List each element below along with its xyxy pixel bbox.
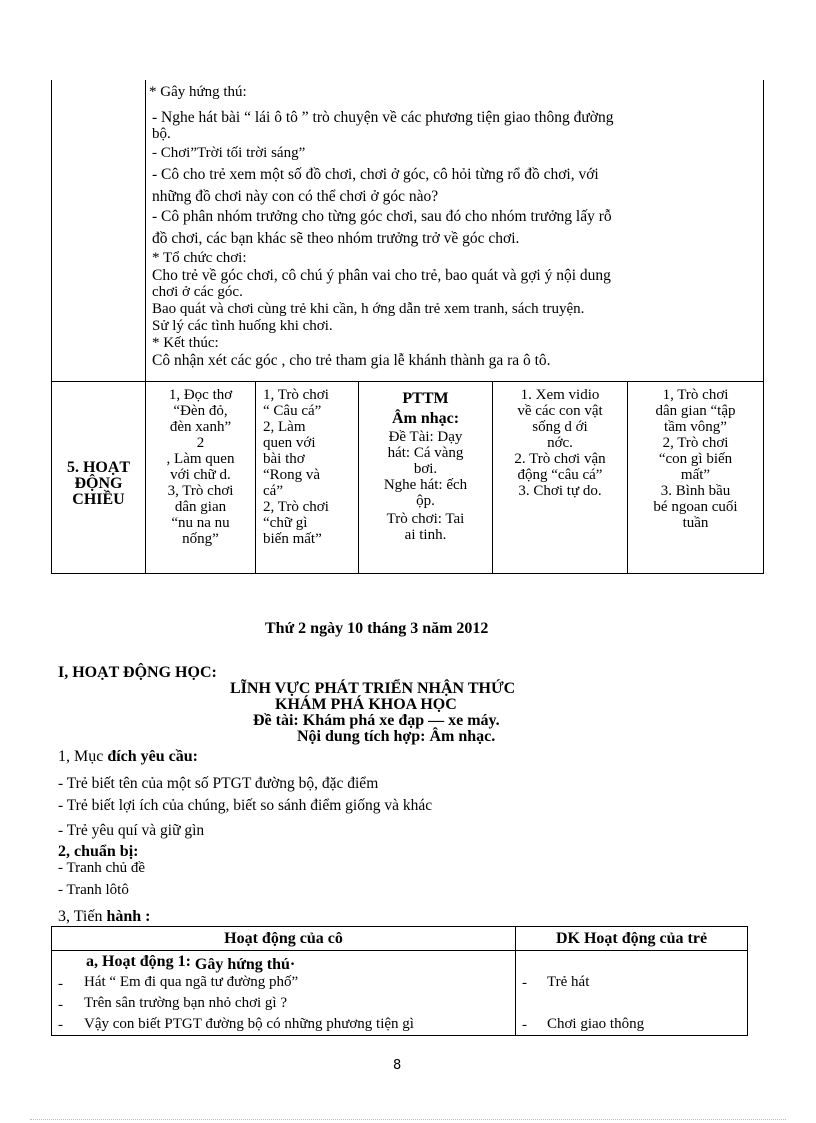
teacher-line: Hát “ Em đi qua ngã tư đường phố” xyxy=(84,974,299,990)
teacher-bullet: - xyxy=(58,976,63,992)
prep-item: - Tranh chủ đề xyxy=(58,860,146,876)
intro-line: Bao quát và chơi cùng trẻ khi cần, h ớng dẫn trẻ xem tranh, sách truyện. xyxy=(152,301,585,317)
child-bullet: - xyxy=(522,975,527,991)
page-bottom-divider xyxy=(30,1119,786,1120)
intro-line: Cho trẻ về góc chơi, cô chú ý phân vai cho trẻ, bao quát và gợi ý nội dung xyxy=(152,267,611,284)
intro-line: - Cô phân nhóm trưởng cho từng góc chơi, sau đó cho nhóm trưởng lấy rỗ xyxy=(152,208,612,225)
intro-line: bộ. xyxy=(152,126,171,142)
teacher-line: Vậy con biết PTGT đường bộ có những phương tiện gì xyxy=(84,1016,414,1032)
goal-item: - Trẻ biết lợi ích của chúng, biết so sánh điểm giống và khác xyxy=(58,797,433,814)
subject-title: KHÁM PHÁ KHOA HỌC xyxy=(275,696,457,713)
goal-item: - Trẻ yêu quí và giữ gìn xyxy=(58,822,205,839)
intro-line: - Chơi”Trời tối trời sáng” xyxy=(152,145,306,161)
goal-item: - Trẻ biết tên của một số PTGT đường bộ, đặc điểm xyxy=(58,775,379,792)
intro-line: - Nghe hát bài “ lái ô tô ” trò chuyện về các phương tiện giao thông đường xyxy=(152,109,614,126)
teacher-line: Trên sân trường bạn nhỏ chơi gì ? xyxy=(84,995,287,1011)
intro-line: * Tổ chức chơi: xyxy=(152,250,247,266)
child-line: Chơi giao thông xyxy=(547,1016,645,1032)
prep-item: - Tranh lôtô xyxy=(58,882,129,898)
field-title: LĨNH VỰC PHÁT TRIỂN NHẬN THỨC xyxy=(230,680,516,697)
afternoon-col-monday: 1, Đọc thơ “Đèn đỏ, đèn xanh” 2 , Làm quen với chữ d. 3, Trò chơi dân gian “nu na nu nống” xyxy=(166,387,235,547)
intro-line: Sử lý các tình huống khi chơi. xyxy=(152,318,333,334)
teacher-bullet: - xyxy=(58,1017,63,1033)
child-bullet: - xyxy=(522,1017,527,1033)
afternoon-col-wednesday: PTTM Âm nhạc: Đề Tài: Dạy hát: Cá vàng bơi. Nghe hát: ếch ộp. Trò chơi: Tai ai tinh. xyxy=(383,390,468,543)
afternoon-col-friday: 1, Trò chơi dân gian “tập tầm vông” 2, Trò chơi “con gì biến mất” 3. Bình bầu bé ngoan cuối tuần xyxy=(653,387,738,531)
activity-title: a, Hoạt động 1: Gây hứng thú· xyxy=(86,953,296,973)
intro-line: - Cô cho trẻ xem một số đồ chơi, chơi ở góc, cô hỏi từng rổ đồ chơi, với xyxy=(152,166,599,183)
afternoon-col-thursday: 1. Xem vidio về các con vật sống d ới nớc. 2. Trò chơi vận động “câu cá” 3. Chơi tự do. xyxy=(514,387,606,499)
table-header-teacher: Hoạt động của cô xyxy=(224,930,343,947)
prep-heading: 2, chuẩn bị: xyxy=(58,843,139,860)
page-number: 8 xyxy=(393,1058,402,1073)
intro-line: Cô nhận xét các góc , cho trẻ tham gia lễ khánh thành ga ra ô tô. xyxy=(152,352,551,369)
table-header-child: DK Hoạt động của trẻ xyxy=(555,930,708,947)
intro-line: những đồ chơi này con có thể chơi ở góc nào? xyxy=(152,188,439,205)
intro-line: * Gây hứng thú: xyxy=(149,84,247,100)
integration-title: Nội dung tích hợp: Âm nhạc. xyxy=(297,728,496,745)
intro-line: * Kết thúc: xyxy=(152,335,219,351)
topic-title: Đề tài: Khám phá xe đạp — xe máy. xyxy=(253,712,500,729)
afternoon-col-tuesday: 1, Trò chơi “ Câu cá” 2, Làm quen với bài thơ “Rong và cá” 2, Trò chơi “chữ gì biến mất” xyxy=(263,387,329,547)
afternoon-label: 5. HOẠT ĐỘNG CHIỀU xyxy=(66,459,131,508)
intro-line: đồ chơi, các bạn khác sẽ theo nhóm trưởng trở về góc chơi. xyxy=(152,230,520,247)
date-heading: Thứ 2 ngày 10 tháng 3 năm 2012 xyxy=(265,620,489,637)
intro-line: chơi ở các góc. xyxy=(152,284,243,300)
procedure-heading: 3, Tiến hành : xyxy=(58,908,151,925)
section-title: I, HOẠT ĐỘNG HỌC: xyxy=(58,664,217,681)
child-line: Trẻ hát xyxy=(547,974,590,990)
teacher-bullet: - xyxy=(58,997,63,1013)
goals-heading: 1, Mục đích yêu cầu: xyxy=(58,748,198,765)
